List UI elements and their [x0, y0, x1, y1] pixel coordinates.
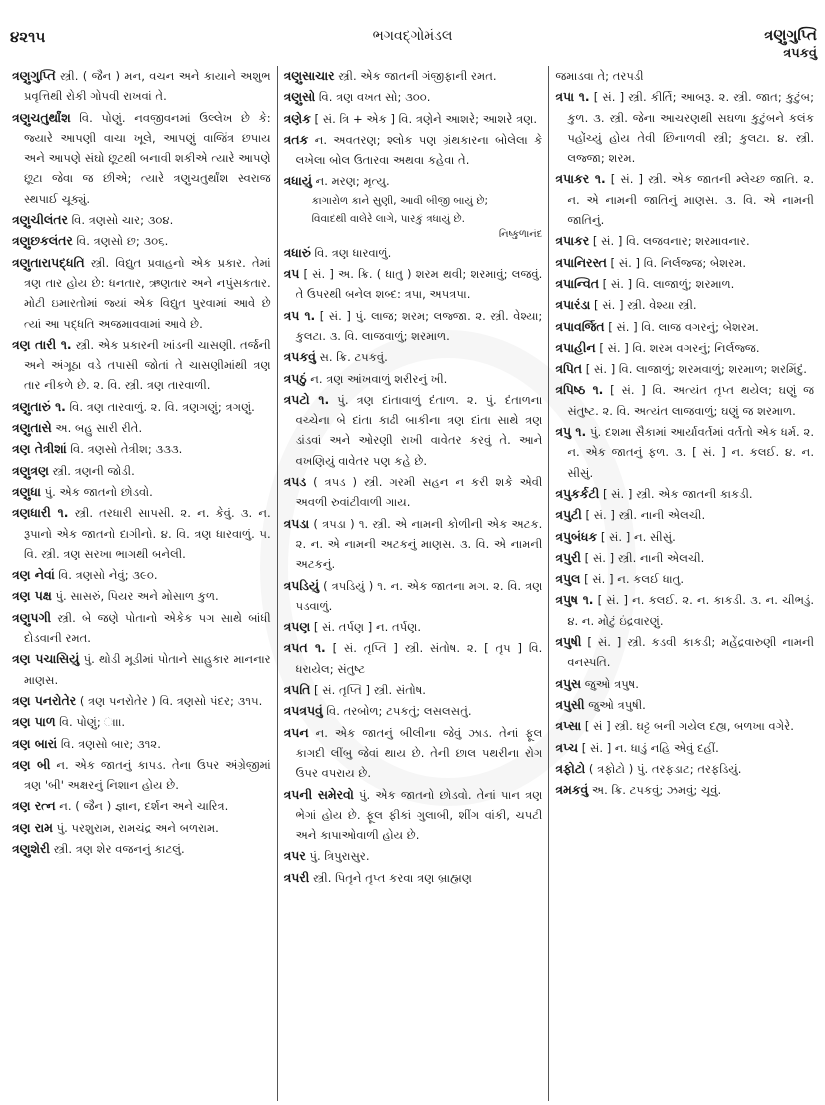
definition: અ. ક્રિ. ટપકવું; ઝમવું; ચૂવું. [591, 783, 722, 798]
dictionary-entry [284, 264, 543, 305]
headword: ત્રણુચતુર્થાંશ [12, 109, 71, 125]
definition: સ્ત્રી. એક જાતની ગંજીફાની રમત. [338, 69, 497, 83]
headword: ત્રણુતારાપદ્ધતિ [12, 254, 85, 270]
dictionary-entry [12, 586, 271, 606]
headword: ત્રપડિયું [283, 577, 320, 593]
dictionary-entry [12, 335, 271, 396]
headword: ત્રપુસી [555, 696, 585, 712]
definition: [ સં. ] સ્ત્રી. વેશ્યા સ્ત્રી. [593, 298, 697, 313]
headword: ત્રમકવું [555, 782, 589, 798]
dictionary-entry [555, 716, 814, 736]
dictionary-entry [555, 66, 814, 86]
dictionary-entry [12, 108, 271, 209]
dictionary-entry [284, 701, 543, 721]
definition: [ સં ] સ્ત્રી. ઘટ્ટ બની ગયેલ દહ્ય, બળખા વગેરે. [584, 719, 794, 734]
dictionary-entry [284, 243, 543, 263]
headword: ત્રપરી [283, 869, 310, 885]
dictionary-entry [284, 390, 543, 471]
dictionary-entry [12, 796, 271, 816]
definition: જમાડવા તે; તરપડી [555, 69, 644, 83]
dictionary-entry [12, 253, 271, 334]
headword: ત્રપ ૧. [283, 307, 316, 323]
dictionary-entry [12, 649, 271, 690]
definition: [ સં. તૃપ્તિ ] સ્ત્રી. સંતોષ. ૨. [ તૃપ ] વિ. ધરાયેલ; સંતુષ્ટ [295, 641, 543, 676]
definition: વિ. ત્રણસો નેવું; ૩૯૦. [58, 568, 158, 583]
dictionary-entry [284, 347, 543, 367]
definition: પું. થોડી મૂડીમાં પોતાને સાહુકાર માનનાર માણસ. [24, 652, 271, 687]
dictionary-entry [284, 785, 543, 846]
headword: ત્રપુકર્કટી [555, 485, 600, 501]
headword: ત્રણ તારી ૧. [12, 336, 72, 352]
dictionary-entry [284, 472, 543, 513]
dictionary-entry [284, 306, 543, 347]
headword: ત્રપ્સા [555, 718, 582, 734]
definition: પું. ત્રણ દાંતાવાળું દંતાળ. ૨. પું. દંતાળના વચ્ચેના બે દાંતા કાઢી બાકીના ત્રણ દાંતા સાથે ત્રણ ડાંડવાં અને ઓરણી રાખી વાવેતર કરવું તે. આને વખણિયું વાવેતર પણ કહે છે. [295, 392, 543, 468]
guide-word-first: ત્રણુગુપ્તિ [764, 26, 817, 44]
headword: ત્રપિત [555, 361, 583, 377]
headword: ત્રણુસો [283, 89, 316, 105]
definition: સ્ત્રી. એક પ્રકારની ખાંડની ચાસણી. તર્જની અને અંગૂઠા વડે તપાસી જોતાં તે ચાસણીમાંથી ત્રણ તાર નીકળે છે. ૨. વિ. સ્ત્રી. ત્રણ તારવાળી. [24, 337, 271, 393]
definition: [ સં. ] વિ. અત્યંત તૃપ્ત થયેલ; ઘણું જ સંતુષ્ટ. ૨. વિ. અત્યંત લાજવાળું; ઘણું જ શરમાળ. [567, 383, 815, 418]
dictionary-entry [12, 565, 271, 585]
dictionary-entry [555, 87, 814, 168]
definition: વિ. પોણું; ાાા. [59, 715, 126, 730]
dictionary-entry [555, 231, 814, 251]
dictionary-columns [6, 66, 820, 1101]
dictionary-entry [555, 169, 814, 230]
definition: સ્ત્રી. બે જણે પોતાનો એકેક પગ સાથે બાંધી દોડવાની રમત. [24, 610, 271, 646]
definition: [ સં. ] પું. લાજ; શરમ; લજ્જા. ૨. સ્ત્રી. વેશ્યા; કુલટા. ૩. વિ. લાજવાળું; શરમાળ. [295, 308, 543, 343]
headword: ત્રપડ [283, 474, 307, 490]
dictionary-entry [284, 638, 543, 679]
headword: ત્રપુબંધક [555, 528, 598, 544]
dictionary-entry [12, 503, 271, 564]
quotation-author: નિષ્કુળાનંદ [498, 228, 543, 240]
dictionary-entry [284, 87, 543, 107]
headword: ત્રણ રામ [12, 819, 53, 835]
headword: ત્રણુશેરી [12, 840, 50, 856]
headword: ત્રણુત્રણ [12, 462, 49, 478]
definition: ( ત્રફોટો ) પું. તરફડાટ; તરફડિયું. [588, 761, 742, 776]
dictionary-entry [555, 380, 814, 421]
headword: ત્રણ નેવાં [12, 567, 55, 583]
column-3 [548, 66, 820, 1101]
definition: ન. મરણ; મૃત્યુ. [315, 174, 390, 189]
definition: [ સં. ] સ્ત્રી. કીર્તિ; આબરૂ. ૨. સ્ત્રી. જાત; કુટુંબ; કુળ. ૩. સ્ત્રી. જેના આચરણથી સઘળા કુટુંબને કલંક પહોંચ્યું હોય તેવી છિનાળવી સ્ત્રી; કુલટા. ૪. સ્ત્રી. લજ્જા; શરમ. [567, 90, 815, 166]
dictionary-entry [12, 66, 271, 107]
headword: ત્રધાયું [283, 173, 312, 189]
definition: [ સં. ] ન. ધાડું નહિ એવું દહીં. [581, 740, 719, 755]
dictionary-entry [284, 723, 543, 784]
headword: ત્રપાકર [555, 233, 590, 249]
definition: [ સં. ] સ્ત્રી. એક જાતની કાકડી. [602, 486, 753, 501]
dictionary-entry [12, 418, 271, 438]
headword: ત્રપારંડા [555, 297, 591, 313]
dictionary-entry [12, 691, 271, 711]
headword: ત્રપાનિરસ્ત [555, 254, 607, 270]
headword: ત્રણેક [283, 110, 311, 126]
definition: [ સં. તર્પણ ] ન. તર્પણ. [313, 620, 422, 635]
definition: વિ. પોણું. નવજીવનમાં ઉલ્લેખ છે કે: જ્યારે આપણી વાચા ખૂલે, આપણું વાજિંત્ર છપાય અને આપણે સંઘો છૂટથી બનાવી શકીએ ત્યારે આપણે છૂટા જેવા જ છીએ; ત્યારે ત્રણુચતુર્થાંશ સ્વરાજ સ્થપાઈ ચૂક્યું. [24, 110, 271, 206]
dictionary-entry [284, 66, 543, 86]
dictionary-entry [555, 422, 814, 483]
definition: સ. ક્રિ. ટપકવું. [319, 350, 388, 365]
dictionary-entry [555, 569, 814, 589]
definition: ન. એક જાતનું કાપડ. તેના ઉપર અંગ્રેજીમાં ત્રણ 'બી' અક્ષરનું નિશાન હોય છે. [24, 757, 271, 793]
dictionary-entry [284, 576, 543, 617]
definition: [ સં. તૃપ્તિ ] સ્ત્રી. સંતોષ. [314, 683, 426, 698]
headword: ત્રપત ૧. [283, 640, 326, 656]
quotation-line: કાગારોળ કાને સુણી, આવી બીજી બાયું છે; [311, 194, 489, 207]
dictionary-entry [12, 839, 271, 859]
definition: પું. ત્રિપુરાસુર. [309, 849, 370, 864]
headword: ત્રણધારી ૧. [12, 505, 69, 521]
dictionary-entry [555, 505, 814, 525]
dictionary-entry [555, 632, 814, 673]
definition: [ સં. ] વિ. નિર્લજ્જ; બેશરમ. [610, 255, 747, 270]
dictionary-entry [284, 171, 543, 241]
headword: ત્રપર [283, 848, 306, 864]
headword: ત્રપુષ ૧. [555, 592, 594, 608]
dictionary-entry [284, 369, 543, 389]
dictionary-entry [12, 712, 271, 732]
dictionary-entry [284, 109, 543, 129]
dictionary-entry [284, 868, 543, 888]
headword: ત્રફોટો [555, 760, 586, 776]
dictionary-entry [12, 482, 271, 502]
headword: ત્રપ [283, 266, 300, 282]
definition: [ સં. ] સ્ત્રી. કડવી કાકડી; મહેંદ્રવારુણી નામની વનસ્પતિ. [567, 635, 815, 670]
headword: ત્રપડા [283, 515, 310, 531]
headword: ત્રપાવર્જિત [555, 318, 605, 334]
definition: સ્ત્રી. ત્રણની જોડી. [52, 463, 135, 478]
column-1 [6, 66, 277, 1101]
dictionary-entry [555, 484, 814, 504]
definition: વિ. ત્રણસો તેત્રીશ; ૩૩૩. [70, 442, 183, 457]
headword: ત્રપુલ [555, 571, 581, 587]
headword: ત્રપા ૧. [555, 89, 590, 105]
definition: [ સં. ત્રિ + એક ] વિ. ત્રણેને આશરે; આશરે ત્રણ. [314, 111, 538, 126]
headword: ત્રણ રત્ન [12, 798, 56, 814]
definition: પું. એક જાતનો છોડવો. [44, 484, 153, 499]
headword: ત્રપતિ [283, 682, 311, 698]
definition: ન. એક જાતનું બીલીના જેવું ઝાડ. તેનાં ફૂલ કાગદી લીંબુ જેવાં થાય છે. તેની છાલ પથરીના રોગ ઉપર વપરાય છે. [295, 725, 543, 781]
dictionary-entry [284, 514, 543, 575]
definition: ( ત્રપડ ) સ્ત્રી. ગરમી સહન ન કરી શકે એવી અવળી રુવાંટીવાળી ગાય. [295, 475, 543, 510]
definition: વિ. ત્રણસો બાર; ૩૧૨. [60, 736, 161, 751]
definition: [ સં. ] વિ. લજવનાર; શરમાવનાર. [592, 234, 750, 249]
column-2 [277, 66, 549, 1101]
definition: [ સં. ] વિ. લાજાળું; શરમવાળું; શરમાળ; શરમિંદું. [585, 362, 807, 377]
dictionary-entry [12, 818, 271, 838]
headword: ત્રપત્રપવું [283, 703, 323, 719]
dictionary-entry [555, 738, 814, 758]
definition: જુઓ ત્રપુષ. [584, 676, 639, 691]
headword: ત્રણુતાસે [12, 420, 52, 436]
dictionary-entry [284, 846, 543, 866]
headword: ત્રણ પક્ષ [12, 588, 52, 604]
headword: ત્રપટો ૧. [283, 391, 330, 407]
definition: સ્ત્રી. ( જૈન ) મન, વચન અને કાયાને અશુભ પ્રવૃત્તિથી રોકી ગોપવી રાખવાં તે. [24, 69, 271, 104]
definition: અ. બહુ સારી રીતે. [55, 421, 143, 436]
definition: [ સં. ] ન. કલઈ ધાતુ. [584, 572, 685, 587]
headword: ત્રણુચીલંતર [12, 212, 68, 228]
dictionary-entry [12, 608, 271, 649]
definition: ( ત્રણ પનરોતેર ) વિ. ત્રણસો પંદર; ૩૧૫. [79, 693, 263, 708]
headword: ત્રપુસ [555, 675, 582, 691]
headword: ત્રપુરી [555, 549, 581, 565]
headword: ત્રપાન્વિત [555, 275, 599, 291]
headword: ત્રતક [283, 131, 309, 147]
dictionary-entry [555, 695, 814, 715]
definition: ( ત્રપડિયું ) ૧. ન. એક જાતના મગ. ૨. વિ. ત્રણ પડવાળું. [295, 578, 543, 613]
headword: ત્રણુપગી [12, 609, 52, 625]
definition: વિ. ત્રણસો છ; ૩૦૬. [76, 234, 169, 249]
headword: ત્રપની સમેરવો [283, 786, 354, 802]
headword: ત્રણ પનરોતેર [12, 692, 77, 708]
dictionary-entry [555, 590, 814, 631]
definition: વિ. તરબોળ; ટપકતું; લસલસતું. [326, 704, 472, 719]
definition: [ સં. ] ન. સીસું. [600, 529, 676, 544]
dictionary-entry [284, 680, 543, 700]
headword: ત્રણ પચાસિયું [12, 651, 80, 667]
definition: વિ. ત્રણ ધારવાળું. [314, 245, 392, 260]
definition: ન. અવતરણ; શ્લોક પણ ગ્રંથકારના બોલેલા કે લખેલા બોલ ઉતારવા અથવા કહેવા તે. [295, 132, 543, 168]
book-title: ભગવદ્ગોમંડલ [372, 28, 453, 44]
dictionary-entry [555, 780, 814, 800]
headword: ત્રણુગુપ્તિ [12, 68, 56, 83]
definition: [ સં. ] સ્ત્રી. નાની એલચી. [585, 508, 706, 523]
definition: સ્ત્રી. તરધારી સાપસી. ૨. ન. કેવું. ૩. ન. રૂપાનો એક જાતનો દાગીનો. ૪. વિ. ત્રણ ધારવાળું. ૫. વિ. સ્ત્રી. ત્રણ સરખા ભાગથી બનેલી. [24, 506, 271, 561]
definition: [ સં. ] સ્ત્રી. નાની એલચી. [584, 550, 705, 565]
definition: સ્ત્રી. ત્રણ શેર વજનનું કાટલું. [53, 841, 185, 856]
definition: [ સં. ] વિ. શરમ વગરનું; નિર્લજ્જ. [599, 340, 760, 355]
headword: ત્રપઠું [283, 370, 307, 386]
headword: ત્રણુસાચાર [283, 68, 335, 83]
definition: વિ. ત્રણ વખત સો; ૩૦૦. [318, 90, 431, 105]
headword: ત્રપુ ૧. [555, 424, 587, 440]
dictionary-entry [555, 338, 814, 358]
definition: પું. એક જાતનો છોડવો. તેનાં પાન ત્રણ ભેગાં હોય છે. ફૂલ ફીકાં ગુલાબી, શીંગ વાંકી, ચપટી અને કાપાઓવાળી હોય છે. [295, 787, 543, 843]
headword: ત્રધારું [283, 244, 311, 260]
headword: ત્રપણ [283, 619, 311, 635]
definition: વિ. ત્રણસો ચાર; ૩૦૪. [71, 213, 174, 228]
definition: પું. દશમા સૈકામાં આર્યાવર્તમાં વર્તતો એક ધર્મ. ૨. ન. એક જાતનું ફળ. ૩. [ સં. ] ન. કલઈ. ૪. ન. સીસું. [567, 425, 815, 480]
headword: ત્રપાકર ૧. [555, 171, 606, 187]
dictionary-entry [12, 755, 271, 796]
dictionary-entry [555, 548, 814, 568]
headword: ત્રણ પાળ [12, 714, 56, 730]
definition: પું. સાસરું, પિયર અને મોસાળ કુળ. [55, 589, 219, 604]
definition: [ સં. ] વિ. લાજ વગરનું; બેશરમ. [608, 319, 759, 334]
dictionary-entry [284, 130, 543, 171]
page-number: ૪૨૧૫ [10, 28, 46, 46]
definition: ન. ત્રણ આંખવાળું શરીરનું ખી. [310, 371, 448, 386]
headword: ત્રપુટી [555, 507, 582, 523]
definition: સ્ત્રી. વિદ્યુત પ્રવાહનો એક પ્રકાર. તેમાં ત્રણ તાર હોય છે: ધનતાર, ઋણતાર અને નપુંસકતાર. મોટી ઇમારતોમાં જ્યાં એક વિદ્યુત પુરવામાં આવે છે ત્યાં આ પદ્ધતિ અજમાવવામાં આવે છે. [24, 255, 271, 331]
headword: ત્રણ તેત્રીશાં [12, 441, 67, 457]
definition: [ સં. ] ન. કલઈ. ૨. ન. કાકડી. ૩. ન. ચીભડું. ૪. ન. મોટું ઇંદ્રવારણું. [567, 593, 815, 628]
definition: [ સં. ] વિ. લાજાળું; શરમાળ. [602, 276, 735, 291]
headword: ત્રપાહીન [555, 339, 596, 355]
page-header [0, 0, 825, 60]
headword: ત્રણુધા [12, 483, 41, 499]
dictionary-entry [12, 461, 271, 481]
headword: ત્રપન [283, 724, 309, 740]
dictionary-entry [555, 359, 814, 379]
dictionary-entry [555, 295, 814, 315]
dictionary-entry [555, 527, 814, 547]
quotation-line: વિવાદથી વાલેરે લાગે, પારકું ત્રધાયું છે. [311, 212, 465, 225]
definition: ન. ( જૈન ) જ્ઞાન, દર્શન અને ચારિત્ર. [59, 799, 229, 814]
headword: ત્રપ્ચ [555, 739, 579, 755]
definition: જુઓ ત્રપુષી. [588, 697, 646, 712]
definition: [ સં. ] સ્ત્રી. એક જાતની મ્લેચ્છ જાતિ. ૨. ન. એ નામની જાતિનું માણસ. ૩. વિ. એ નામની જાતિનું. [567, 172, 815, 228]
definition: પું. પરશુરામ, રામચંદ્ર અને બળરામ. [56, 820, 219, 835]
headword: ત્રણ બી [12, 756, 51, 772]
dictionary-entry [555, 274, 814, 294]
dictionary-entry [555, 674, 814, 694]
definition: ( ત્રપડા ) ૧. સ્ત્રી. એ નામની કોળીની એક અટક. ૨. ન. એ નામની અટકનું માણસ. ૩. વિ. એ નામની અટકનું. [295, 516, 543, 572]
dictionary-entry [12, 231, 271, 251]
dictionary-entry [284, 617, 543, 637]
headword: ત્રણ બારાં [12, 735, 58, 751]
dictionary-entry [12, 397, 271, 417]
headword: ત્રપુષી [555, 634, 582, 650]
guide-word-last: ત્રપકવું [783, 46, 817, 61]
headword: ત્રણુછકલંતર [12, 233, 73, 249]
dictionary-entry [555, 759, 814, 779]
dictionary-entry [12, 210, 271, 230]
headword: ત્રપિષ્ઠ ૧. [555, 382, 604, 398]
dictionary-entry [12, 734, 271, 754]
definition: [ સં. ] અ. ક્રિ. ( ધાતુ ) શરમ થવી; શરમાવું; લજવું. તે ઉપરથી બનેલ શબ્દ: ત્રપા, અપત્રપા. [295, 267, 543, 302]
dictionary-entry [555, 317, 814, 337]
headword: ત્રણુતારું ૧. [12, 398, 66, 414]
dictionary-entry [555, 253, 814, 273]
dictionary-entry [12, 439, 271, 459]
definition: વિ. ત્રણ તારવાળું. ૨. વિ. ત્રણગણું; ત્રગણું. [69, 399, 255, 414]
headword: ત્રપકવું [283, 349, 316, 365]
definition: સ્ત્રી. પિતૃને તૃપ્ત કરવા ત્રણ બ્રાહ્મણ [312, 870, 473, 885]
